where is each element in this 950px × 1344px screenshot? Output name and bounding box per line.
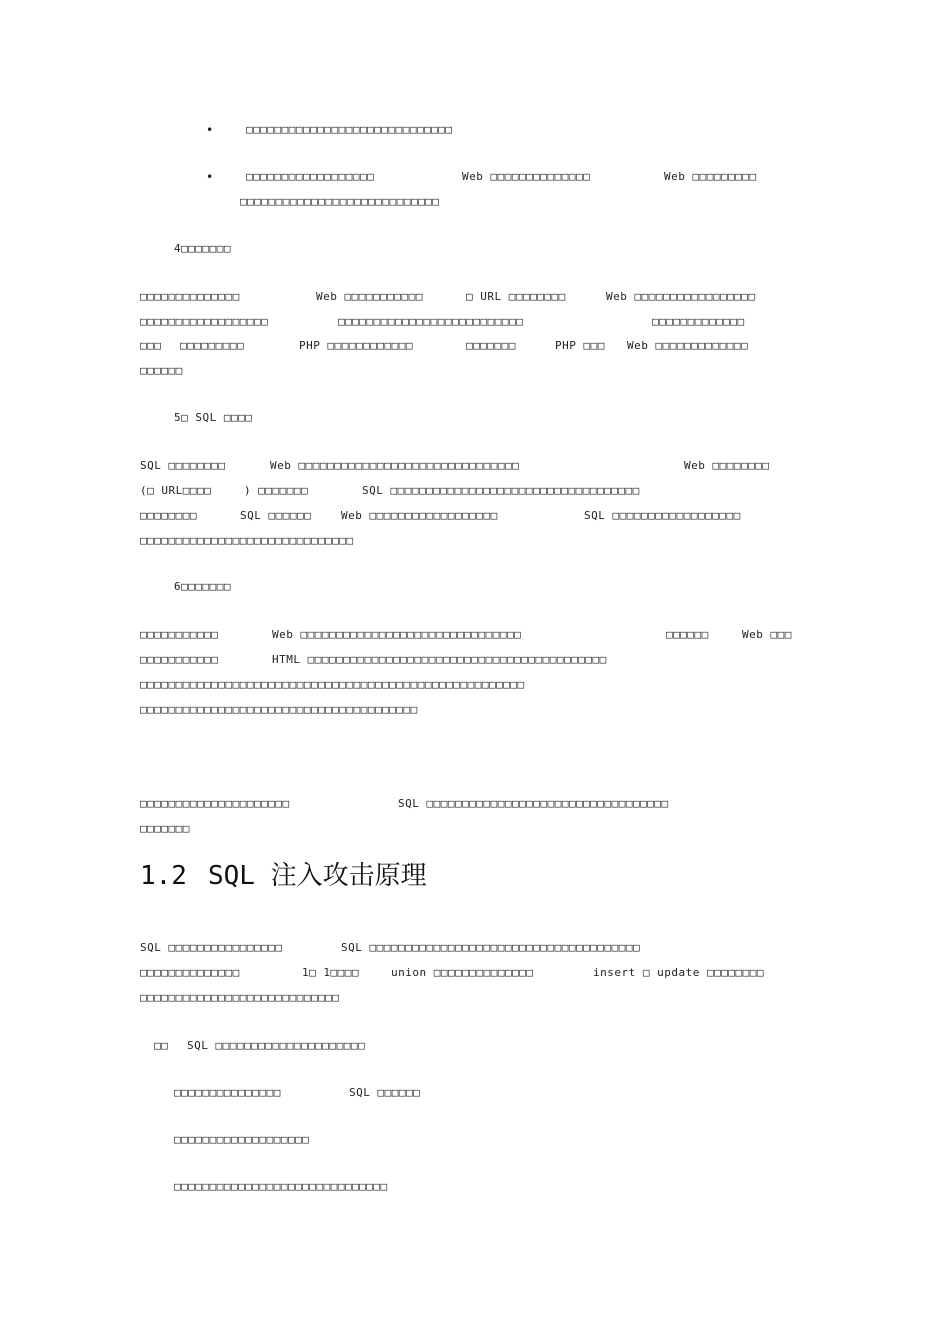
list-item-text: □□□□□□□□□□□□□□□ [174,1086,281,1099]
paragraph-text: □□□□□□□□□ [180,339,245,352]
summary-line [0,819,950,839]
paragraph-text: SQL □□□□□□□□□□□□□□□□□□□□□□□□□□□□□□□□□□□ [362,484,640,497]
section-12-line [0,988,950,1008]
paragraph-text: Web □□□□□□□□□□□□□□□□□ [606,290,756,303]
bullet-text: Web □□□□□□□□□□□□□□ [462,170,591,183]
section-label: 6□□□□□□□ [174,580,231,593]
paragraph-text: SQL □□□□□□□□□□□□□□□□□□□□□□□□□□□□□□□□□□□□□□ [341,941,641,954]
paragraph-text: □□□□□□□□□□□□□□□□□□□□□□□□□□□□□□ [140,534,354,547]
paragraph-text: □□□□□□□□□□□□□ [652,315,745,328]
paragraph-text: SQL □□□□□□□□□□□□□□□□□□□□□□□□□□□□□□□□□□ [398,797,669,810]
paragraph-text: □□□□□□□□□□□□□□□□□□□□□□□□□□□□□□□□□□□□□□□ [140,703,418,716]
section-6-label [0,577,950,597]
bullet-text: Web □□□□□□□□□ [664,170,757,183]
paragraph-text: SQL □□□□□□□□□□□□□□□□ [140,941,283,954]
paragraph-text: □□□□□□□□□□□□□□□□□□□□□ [140,797,290,810]
bullet-continuation [0,192,950,212]
section-4-line [0,336,950,356]
list-item-text: □□□□□□□□□□□□□□□□□□□□□□□□□□□□□□ [174,1180,388,1193]
paragraph-text: □□□□□□□ [140,822,190,835]
section-5-line [0,506,950,526]
section-label: 4□□□□□□□ [174,242,231,255]
paragraph-text: Web □□□□□□□□ [684,459,770,472]
paragraph-text: □□□□□□□ [466,339,516,352]
paragraph-text: union □□□□□□□□□□□□□□ [391,966,534,979]
bullet-item [0,120,950,140]
list-item [0,1130,950,1150]
paragraph-text: (□ URL□□□□ [140,484,212,497]
section-6-line [0,700,950,720]
paragraph-text: SQL □□□□□□ [240,509,312,522]
bullet-item [0,167,950,187]
paragraph-text: □□□□□□□□□□□□□□□□□□□□□□□□□□□□□□□□□□□□□□□□□□□□□□□□□□□□□□ [140,678,525,691]
section-4-line [0,361,950,381]
section-12-line [0,938,950,958]
paragraph-text: □□□□□□□□□□□□□□ [140,290,240,303]
paragraph-text: □□□□□□□□□□□ [140,628,219,641]
section-label: 5□ SQL □□□□ [174,411,253,424]
heading-title: SQL 注入攻击原理 [208,861,427,891]
section-5-line [0,456,950,476]
paragraph-text: Web □□□□□□□□□□□ [316,290,423,303]
paragraph-text: Web □□□ [742,628,792,641]
paragraph-text: HTML □□□□□□□□□□□□□□□□□□□□□□□□□□□□□□□□□□□□□□□□□□ [272,653,607,666]
paragraph-text: Web □□□□□□□□□□□□□□□□□□ [341,509,498,522]
paragraph-text: □ URL □□□□□□□□ [466,290,566,303]
paragraph-text: insert □ update □□□□□□□□ [593,966,764,979]
paragraph-text: SQL □□□□□□□□ [140,459,226,472]
paragraph-text: □□□□□□□□□□□□□□□□□□□□□□□□□□□□ [140,991,340,1004]
section-4-label [0,239,950,259]
paragraph-text: Web □□□□□□□□□□□□□□□□□□□□□□□□□□□□□□□ [270,459,520,472]
paragraph-text: □□□ [140,339,162,352]
paragraph-text: SQL □□□□□□□□□□□□□□□□□□ [584,509,741,522]
paragraph-text: □□□□□□ [666,628,709,641]
bullet-text: □□□□□□□□□□□□□□□□□□□□□□□□□□□□□ [246,123,453,136]
section-4-line [0,287,950,307]
paragraph-text: □□□□□□□□□□□ [140,653,219,666]
paragraph-text: □□□□□□□□□□□□□□ [140,966,240,979]
list-item [0,1177,950,1197]
summary-line [0,794,950,814]
section-5-line [0,531,950,551]
heading-number: 1.2 [140,861,187,891]
paragraph-text: □□□□□□□□□□□□□□□□□□□□□□□□□□ [338,315,524,328]
bullet-dot-icon: • [206,123,214,137]
section-12-line [0,963,950,983]
bullet-text: □□□□□□□□□□□□□□□□□□ [246,170,375,183]
paragraph-text: Web □□□□□□□□□□□□□□□□□□□□□□□□□□□□□□□ [272,628,522,641]
list-item-text: SQL □□□□□□□□□□□□□□□□□□□□□ [187,1039,366,1052]
paragraph-text: □□□□□□ [140,364,183,377]
list-item [0,1036,950,1056]
paragraph-text: ) □□□□□□□ [244,484,309,497]
list-item-text: □□□□□□□□□□□□□□□□□□□ [174,1133,310,1146]
bullet-text: □□□□□□□□□□□□□□□□□□□□□□□□□□□□ [240,195,440,208]
paragraph-text: Web □□□□□□□□□□□□□ [627,339,749,352]
paragraph-text: 1□ 1□□□□ [302,966,359,979]
section-6-line [0,650,950,670]
section-6-line [0,675,950,695]
paragraph-text: PHP □□□□□□□□□□□□ [299,339,413,352]
paragraph-text: □□□□□□□□□□□□□□□□□□ [140,315,269,328]
list-item [0,1083,950,1103]
section-5-line [0,481,950,501]
section-6-line [0,625,950,645]
section-5-label [0,408,950,428]
list-item-text: SQL □□□□□□ [349,1086,421,1099]
bullet-dot-icon: • [206,170,214,184]
paragraph-text: □□□□□□□□ [140,509,197,522]
section-4-line [0,312,950,332]
list-item-text: □□ [154,1039,169,1052]
paragraph-text: PHP □□□ [555,339,605,352]
